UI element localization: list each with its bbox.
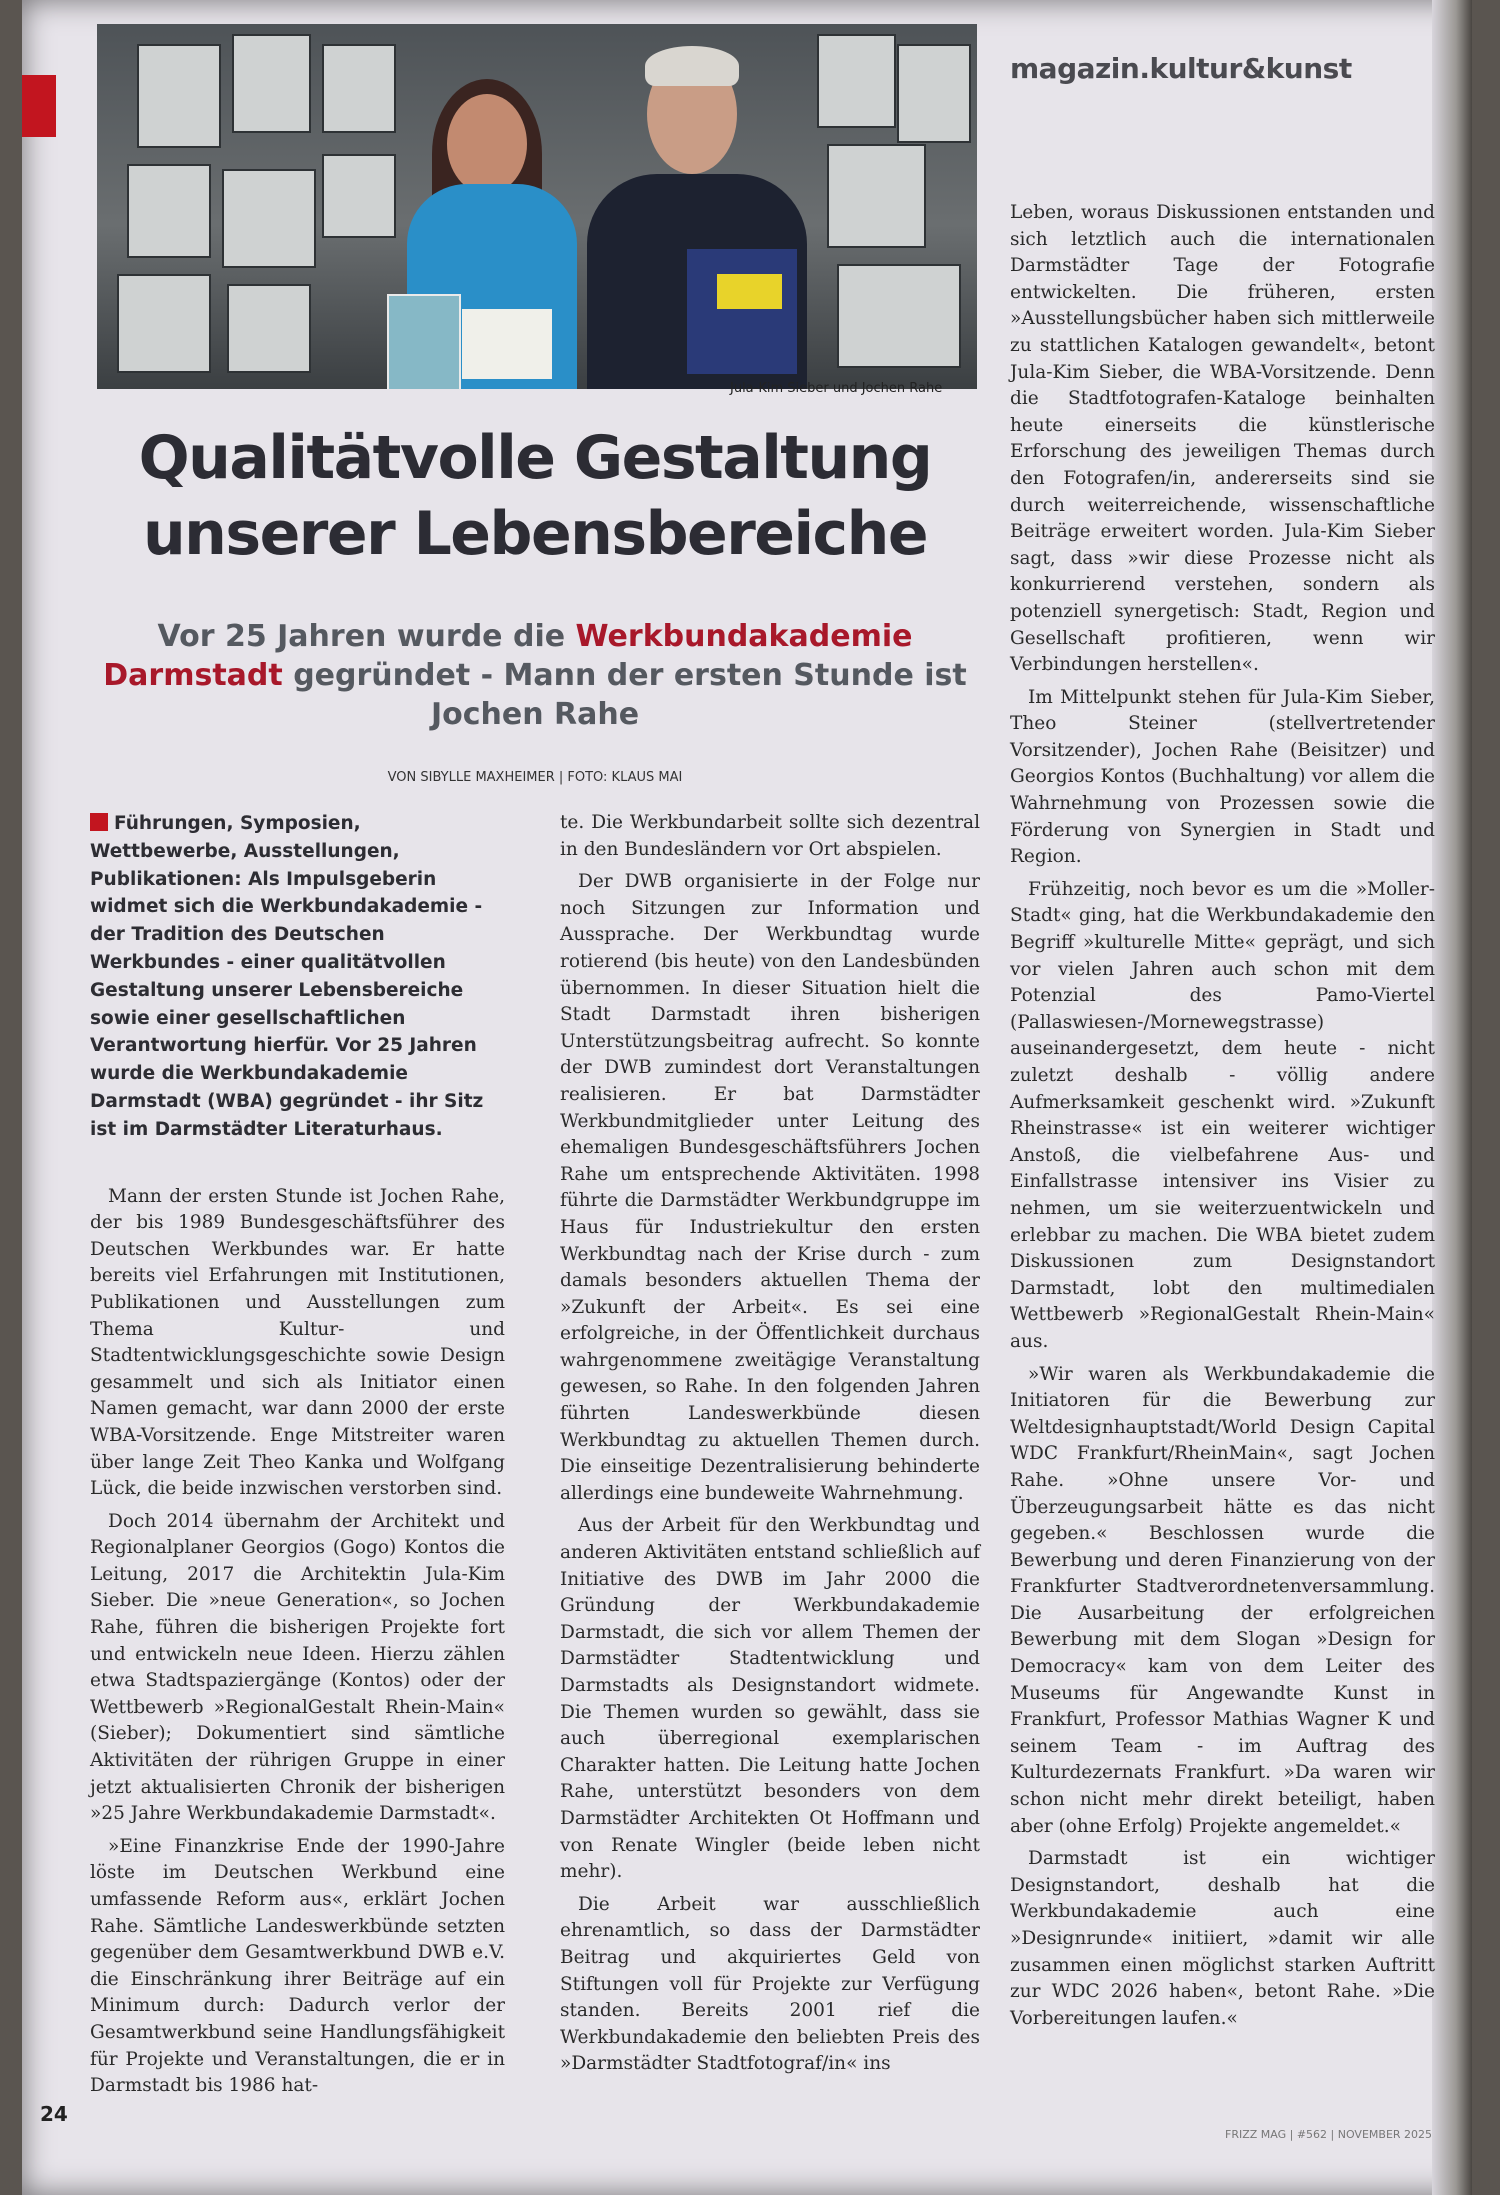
subheadline-part-2: gegründet - Mann der ersten Stunde ist Jochen Rahe [282,658,967,732]
article-lead [90,810,505,1144]
section-marker [22,75,56,137]
column-2 [560,810,980,2084]
book [462,309,552,379]
paragraph: te. Die Werkbundarbeit sollte sich dezentral in den Bundesländern vor Ort abspielen. [560,812,980,860]
paragraph: Aus der Arbeit für den Werkbundtag und anderen Aktivitäten entstand schließlich auf Initiative des DWB im Jahr 2000 die Gründung der Werkbundakademie Darmstadt, die sich vor allem Themen der Darmstädter Stadtentwicklung und Darmstadts als Designstandort widmete. Die Themen wurden so gewählt, dass sie auch überregional exemplarischen Charakter hatten. Die Leitung hatte Jochen Rahe, unterstützt besonders von dem Darmstädter Architekten Ot Hoffmann und von Renate Wingler (beide leben nicht mehr). [560,1515,980,1883]
photo-panel [222,169,316,268]
paragraph: Der DWB organisierte in der Folge nur noch Sitzungen zur Information und Aussprache. Der Werkbundtag wurde rotierend (bis heute) von den Landesbünden übernommen. In dieser Situation hielt die Stadt Darmstadt ihren bisherigen Unterstützungsbeitrag aufrecht. So konnte der DWB zumindest dort Veranstaltungen realisieren. Er bat Darmstädter Werkbundmitglieder unter Leitung des ehemaligen Bundesgeschäftsführers Jochen Rahe um entsprechende Aktivitäten. 1998 führte die Darmstädter Werkbundgruppe im Haus für Industriekultur den ersten Werkbundtag nach der Krise durch - zum damals besonders aktuellen Thema der »Zukunft der Arbeit«. Es sei eine erfolgreiche, in der Öffentlichkeit durchaus wahrgenommene zweitägige Veranstaltung gewesen, so Rahe. In den folgenden Jahren führten Landeswerkbünde diesen Werkbundtag zu aktuellen Themen durch. Die einseitige Dezentralisierung behinderte allerdings eine bundeweite Wahrnehmung. [560,871,980,1504]
photo-panel [827,144,926,248]
person-face [447,94,527,194]
photo-panel [137,44,221,148]
subheadline-highlight: Werkbundakademie Darmstadt [103,619,913,693]
paragraph: Doch 2014 übernahm der Architekt und Regionalplaner Georgios (Gogo) Kontos die Leitung, 2017 die Architektin Jula-Kim Sieber. Die »neue Generation«, so Jochen Rahe, führen die bisherigen Projekte fort und entwickeln neue Ideen. Hierzu zählen etwa Stadtspaziergänge (Kontos) oder der Wettbewerb »RegionalGestalt Rhein-Main« (Sieber); Dokumentiert sind sämtliche Aktivitäten der rührigen Gruppe in einer jetzt aktualisierten Chronik der bisherigen »25 Jahre Werkbundakademie Darmstadt«. [90,1510,505,1825]
paragraph: »Eine Finanzkrise Ende der 1990-Jahre löste im Deutschen Werkbund eine umfassende Reform aus«, erklärt Jochen Rahe. Sämtliche Landeswerkbünde setzten gegenüber dem Gesamtwerkbund DWB e.V. die Einschränkung ihrer Beiträge auf ein Minimum durch: Dadurch verlor der Gesamtwerkbund seine Handlungsfähigkeit für Projekte und Veranstaltungen, die er in Darmstadt bis 1986 hat- [90,1835,505,2097]
photo-panel [817,34,896,128]
headline-line-1: Qualitätvolle Gestaltung [138,423,932,493]
paragraph: Leben, woraus Diskussionen entstanden und sich letztlich auch die internationalen Darmstädter Tage der Fotografie entwickelten. Die früheren, ersten »Ausstellungsbücher haben sich mittlerweile zu stattlichen Katalogen gewandelt«, betont Jula-Kim Sieber, die WBA-Vorsitzende. Denn die Stadtfotografen-Kataloge beinhalten heute einerseits die künstlerische Erforschung des jeweiligen Themas durch den Fotografen/in, andererseits sind sie durch weiterreichende, wissenschaftliche Beiträge erweitert worden. Jula-Kim Sieber sagt, dass »wir diese Prozesse nicht als konkurrierend verstehen, sondern als potenziell synergetisch: Stadt, Region und Gesellschaft profitieren, wenn wir Verbindungen herstellen«. [1010,202,1435,676]
paragraph: Mann der ersten Stunde ist Jochen Rahe, der bis 1989 Bundesgeschäftsführer des Deutschen Werkbundes war. Er hatte bereits viel Erfahrungen mit Institutionen, Publikationen und Ausstellungen zum Thema Kultur- und Stadtentwicklungsgeschichte sowie Design gesammelt und sich als Initiator einen Namen gemacht, war dann 2000 der erste WBA-Vorsitzende. Enge Mitstreiter waren über lange Zeit Theo Kanka und Wolfgang Lück, die beide inzwischen verstorben sind. [90,1185,505,1500]
photo-panel [227,284,311,373]
lead-text: Führungen, Symposien, Wettbewerbe, Ausstellungen, Publikationen: Als Impulsgeberin widmet sich die Werkbundakademie - der Tradition des Deutschen Werkbundes - einer qualitätvollen Gestaltung unserer Lebensbereiche sowie einer gesellschaftlichen Verantwortung hierfür. Vor 25 Jahren wurde die Werkbundakademie Darmstadt (WBA) gegründet - ihr Sitz ist im Darmstädter Literaturhaus. [90,813,484,1140]
article-headline [100,420,970,572]
book [687,249,797,374]
paragraph: Die Arbeit war ausschließlich ehrenamtlich, so dass der Darmstädter Beitrag und akquiriertes Geld von Stiftungen voll für Projekte zur Verfügung standen. Bereits 2001 rief die Werkbundakademie den beliebten Preis des »Darmstädter Stadtfotograf/in« ins [560,1893,980,2075]
column-1 [90,810,505,2106]
paragraph: Darmstadt ist ein wichtiger Designstandort, deshalb hat die Werkbundakademie auch eine »Designrunde« initiiert, »damit wir alle zusammen einen möglichst starken Auftritt zur WDC 2026 haben«, betont Rahe. »Die Vorbereitungen laufen.« [1010,1848,1435,2029]
person-hair [645,46,739,86]
photo-panel [322,154,396,238]
column-3 [1010,200,1435,2038]
photo-panel [127,164,211,258]
paragraph: Frühzeitig, noch bevor es um die »Moller-Stadt« ging, hat die Werkbundakademie den Begriff »kulturelle Mitte« geprägt, und sich vor vielen Jahren auch schon mit dem Potenzial des Pamo-Viertel (Pallaswiesen-/Mornewegstrasse) auseinandergesetzt, dem heute - nicht zuletzt deshalb - völlig andere Aufmerksamkeit geschenkt wird. »Zukunft Rheinstrasse« ist ein weiterer wichtiger Anstoß, die vielbefahrene Aus- und Einfallstrasse intensiver ins Visier zu nehmen, um sie weiterzuentwickeln und erlebbar zu machen. Die WBA bietet zudem Diskussionen zum Designstandort Darmstadt, lobt den multimedialen Wettbewerb »RegionalGestalt Rhein-Main« aus. [1010,878,1435,1352]
footer-info: FRIZZ MAG | #562 | NOVEMBER 2025 [1225,2128,1433,2141]
photo-panel [232,34,311,133]
book [387,294,461,389]
photo-panel [837,264,961,368]
section-label: magazin.kultur&kunst [1010,52,1352,85]
paragraph: Im Mittelpunkt stehen für Jula-Kim Sieber, Theo Steiner (stellvertretender Vorsitzender), Jochen Rahe (Beisitzer) und Georgios Kontos (Buchhaltung) vor allem die Wahrnehmung von Prozessen sowie die Förderung von Synergien in Stadt und Region. [1010,686,1435,868]
byline: VON SIBYLLE MAXHEIMER | FOTO: KLAUS MAI [387,770,683,785]
photo-panel [322,44,396,133]
subheadline-part-1: Vor 25 Jahren wurde die [157,619,576,654]
photo-caption: Jula-Kim Sieber und Jochen Rahe [730,381,943,396]
article-subheadline [100,617,970,734]
page-edge [1432,0,1472,2195]
photo-panel [897,44,971,143]
photo-panel [117,274,211,373]
page-number: 24 [40,2102,68,2126]
headline-line-2: unserer Lebensbereiche [142,499,928,569]
lead-marker [90,813,108,831]
paragraph: »Wir waren als Werkbundakademie die Initiatoren für die Bewerbung zur Weltdesignhauptstadt/World Design Capital WDC Frankfurt/RheinMain«, sagt Jochen Rahe. »Ohne unsere Vor- und Überzeugungsarbeit hätte es das nicht gegeben.« Beschlossen wurde die Bewerbung und deren Finanzierung von der Frankfurter Stadtverordnetenversammlung. Die Ausarbeitung der erfolgreichen Bewerbung mit dem Slogan »Design for Democracy« kam von dem Leiter des Museums für Angewandte Kunst in Frankfurt, Professor Mathias Wagner K und seinem Team - im Auftrag des Kulturdezernats Frankfurt. »Da waren wir schon nicht mehr direkt beteiligt, haben aber (ohne Erfolg) Projekte angemeldet.« [1010,1363,1435,1837]
article-photo [97,24,977,389]
